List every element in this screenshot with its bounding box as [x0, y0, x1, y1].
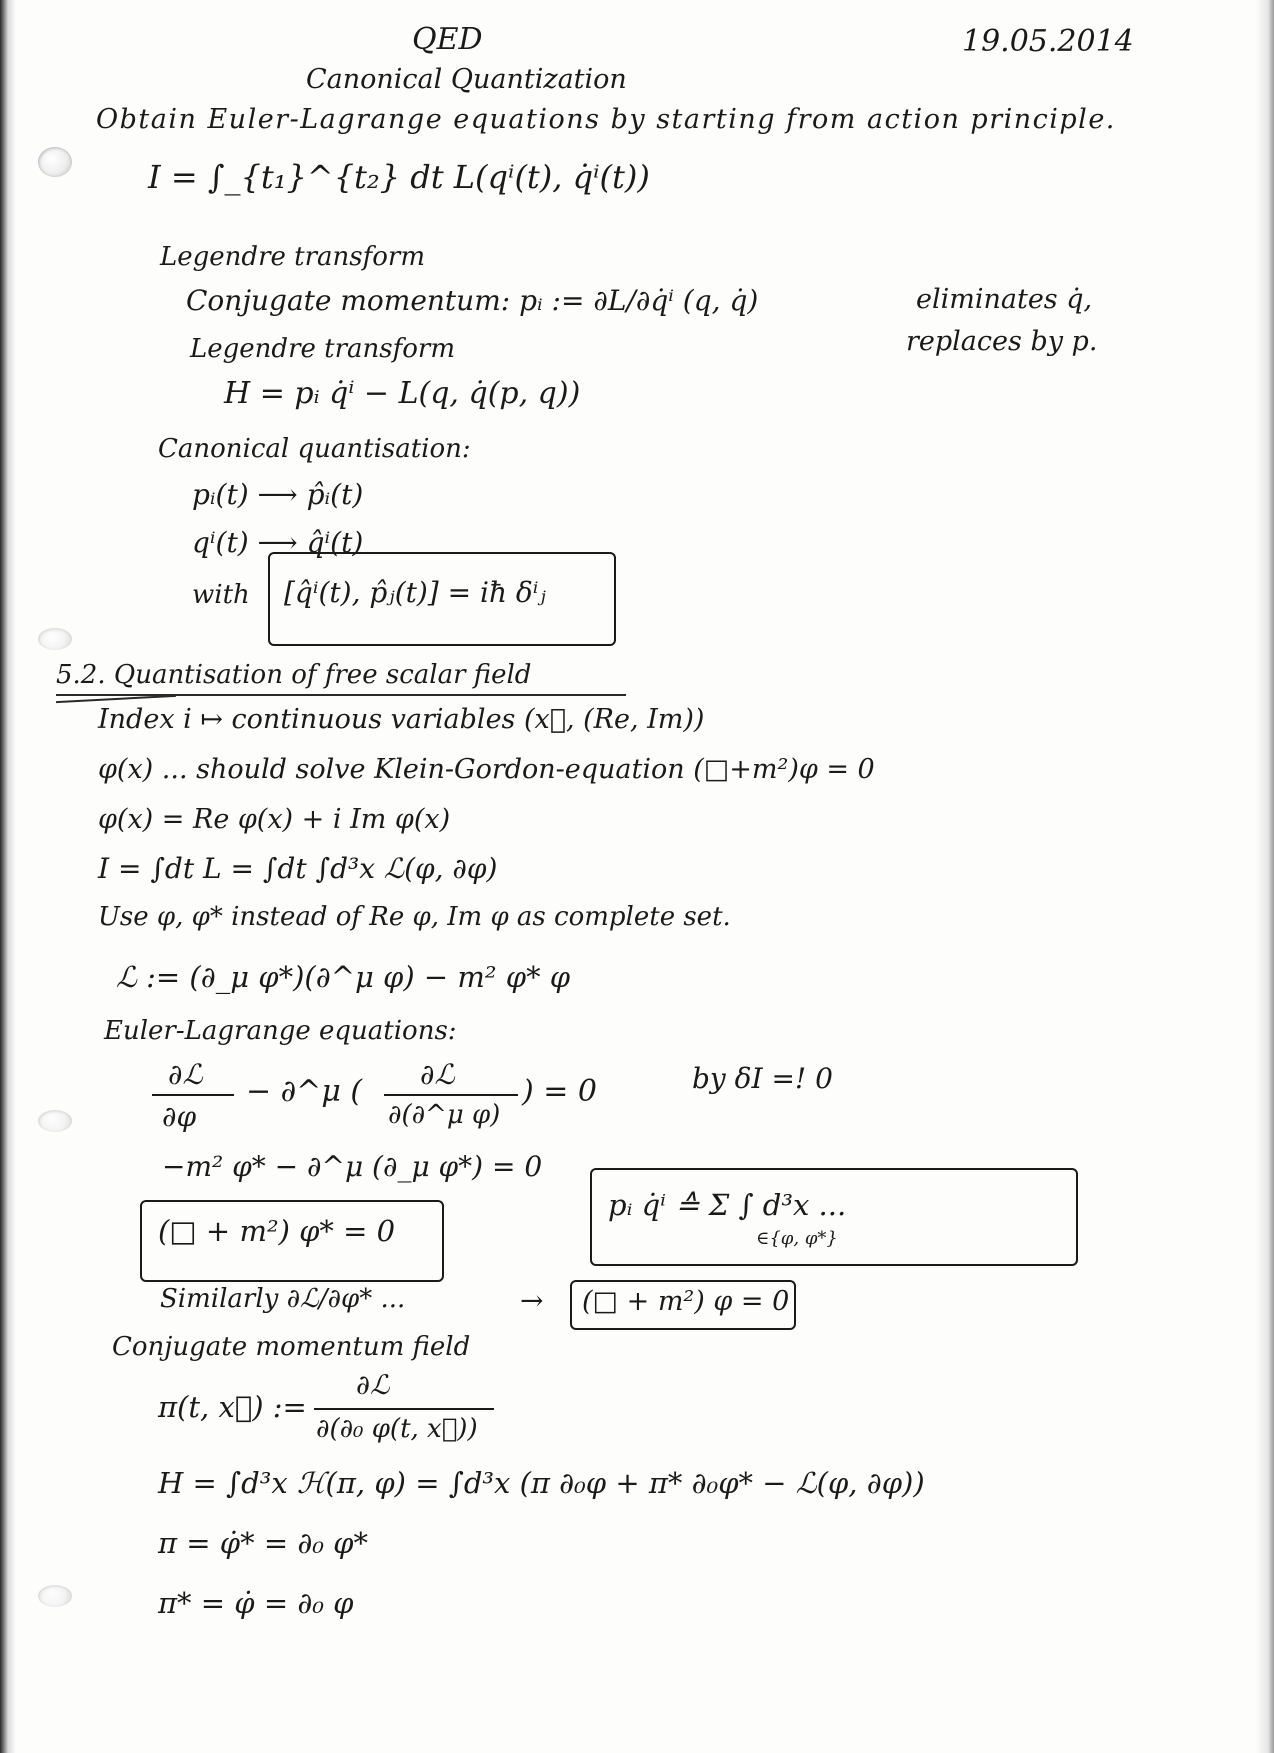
field-hamiltonian: H = ∫d³x ℋ(π, φ) = ∫d³x (π ∂₀φ + π* ∂₀φ* − ℒ(φ, ∂φ)) — [158, 1466, 925, 1500]
legendre-heading: Legendre transform — [160, 242, 425, 272]
page-subtitle: Canonical Quantization — [306, 64, 627, 95]
page-right-edge — [1256, 0, 1274, 1753]
pi-star-equation: π* = φ̇ = ∂₀ φ — [158, 1586, 354, 1620]
el-fraction-2-numerator: ∂ℒ — [420, 1058, 455, 1091]
el-fraction-2-denominator: ∂(∂^μ φ) — [388, 1100, 501, 1130]
section-left-rule — [56, 695, 176, 703]
conjugate-momentum: Conjugate momentum: pᵢ := ∂L/∂q̇ⁱ (q, q̇) — [186, 284, 759, 317]
section-heading: 5.2. Quantisation of free scalar field — [56, 660, 532, 690]
el-fraction-1-bar — [152, 1094, 234, 1096]
side-note-replaces: replaces by p. — [906, 326, 1098, 357]
pi-fraction-numerator: ∂ℒ — [356, 1370, 390, 1401]
pi-fraction-denominator: ∂(∂₀ φ(t, x⃗)) — [316, 1414, 478, 1444]
index-line: Index i ↦ continuous variables (x⃗, (Re, Im)) — [98, 704, 705, 735]
intro-line: Obtain Euler-Lagrange equations by starting from action principle. — [96, 104, 1116, 135]
conjugate-field-heading: Conjugate momentum field — [112, 1332, 471, 1362]
punch-hole-3 — [38, 1110, 72, 1132]
legendre-heading-2: Legendre transform — [190, 334, 455, 364]
commutator-box — [268, 552, 616, 646]
pi-equation: π = φ̇* = ∂₀ φ* — [158, 1526, 368, 1560]
with-label: with — [192, 580, 250, 610]
field-decomposition: φ(x) = Re φ(x) + i Im φ(x) — [98, 804, 451, 835]
action-equation: I = ∫_{t₁}^{t₂} dt L(qⁱ(t), q̇ⁱ(t)) — [148, 158, 650, 196]
commutator-relation: [q̂ⁱ(t), p̂ⱼ(t)] = iħ δⁱⱼ — [284, 576, 546, 609]
kg-phi-equation: (□ + m²) φ = 0 — [582, 1286, 790, 1317]
side-note-eliminates: eliminates q̇, — [916, 284, 1093, 315]
el-middle-term: − ∂^μ ( — [246, 1074, 363, 1109]
use-line: Use φ, φ* instead of Re φ, Im φ as complete set. — [98, 902, 731, 932]
lagrangian-density: ℒ := (∂_μ φ*)(∂^μ φ) − m² φ* φ — [116, 960, 571, 994]
page-title: QED — [412, 22, 483, 57]
pi-definition: π(t, x⃗) := — [158, 1390, 307, 1424]
by-action-variation: by δI =! 0 — [692, 1062, 833, 1095]
el-result-equation: −m² φ* − ∂^μ (∂_μ φ*) = 0 — [162, 1150, 543, 1183]
boxed-sum-note — [590, 1168, 1078, 1266]
similarly-line: Similarly ∂ℒ/∂φ* ... — [160, 1284, 406, 1314]
klein-gordon-line: φ(x) ... should solve Klein-Gordon-equation (□+m²)φ = 0 — [98, 754, 875, 785]
pi-fraction-bar — [314, 1408, 494, 1410]
page-date: 19.05.2014 — [962, 24, 1134, 59]
sum-expression: pᵢ q̇ⁱ ≙ Σ ∫ d³x ... — [608, 1188, 847, 1222]
euler-lagrange-heading: Euler-Lagrange equations: — [104, 1016, 457, 1046]
el-fraction-1-numerator: ∂ℒ — [168, 1058, 203, 1091]
kg-phi-star-equation: (□ + m²) φ* = 0 — [158, 1214, 396, 1248]
quantisation-q: qⁱ(t) ⟶ q̂ⁱ(t) — [192, 526, 364, 559]
punch-hole-4 — [38, 1585, 72, 1607]
el-fraction-1-denominator: ∂φ — [162, 1100, 197, 1133]
quantisation-p: pᵢ(t) ⟶ p̂ᵢ(t) — [192, 478, 364, 511]
boxed-result-1 — [140, 1200, 444, 1282]
boxed-result-2 — [570, 1280, 796, 1330]
punch-hole-2 — [38, 628, 72, 650]
punch-hole-1 — [38, 147, 72, 177]
el-equals-zero: ) = 0 — [522, 1074, 597, 1109]
page-left-edge — [0, 0, 16, 1753]
hamiltonian-equation: H = pᵢ q̇ⁱ − L(q, q̇(p, q)) — [224, 376, 581, 411]
field-action: I = ∫dt L = ∫dt ∫d³x ℒ(φ, ∂φ) — [98, 852, 498, 885]
el-fraction-2-bar — [384, 1094, 518, 1096]
arrow-to-result: → — [520, 1284, 544, 1317]
sum-index: ∈{φ, φ*} — [756, 1228, 838, 1249]
canonical-quantisation-heading: Canonical quantisation: — [158, 434, 471, 464]
